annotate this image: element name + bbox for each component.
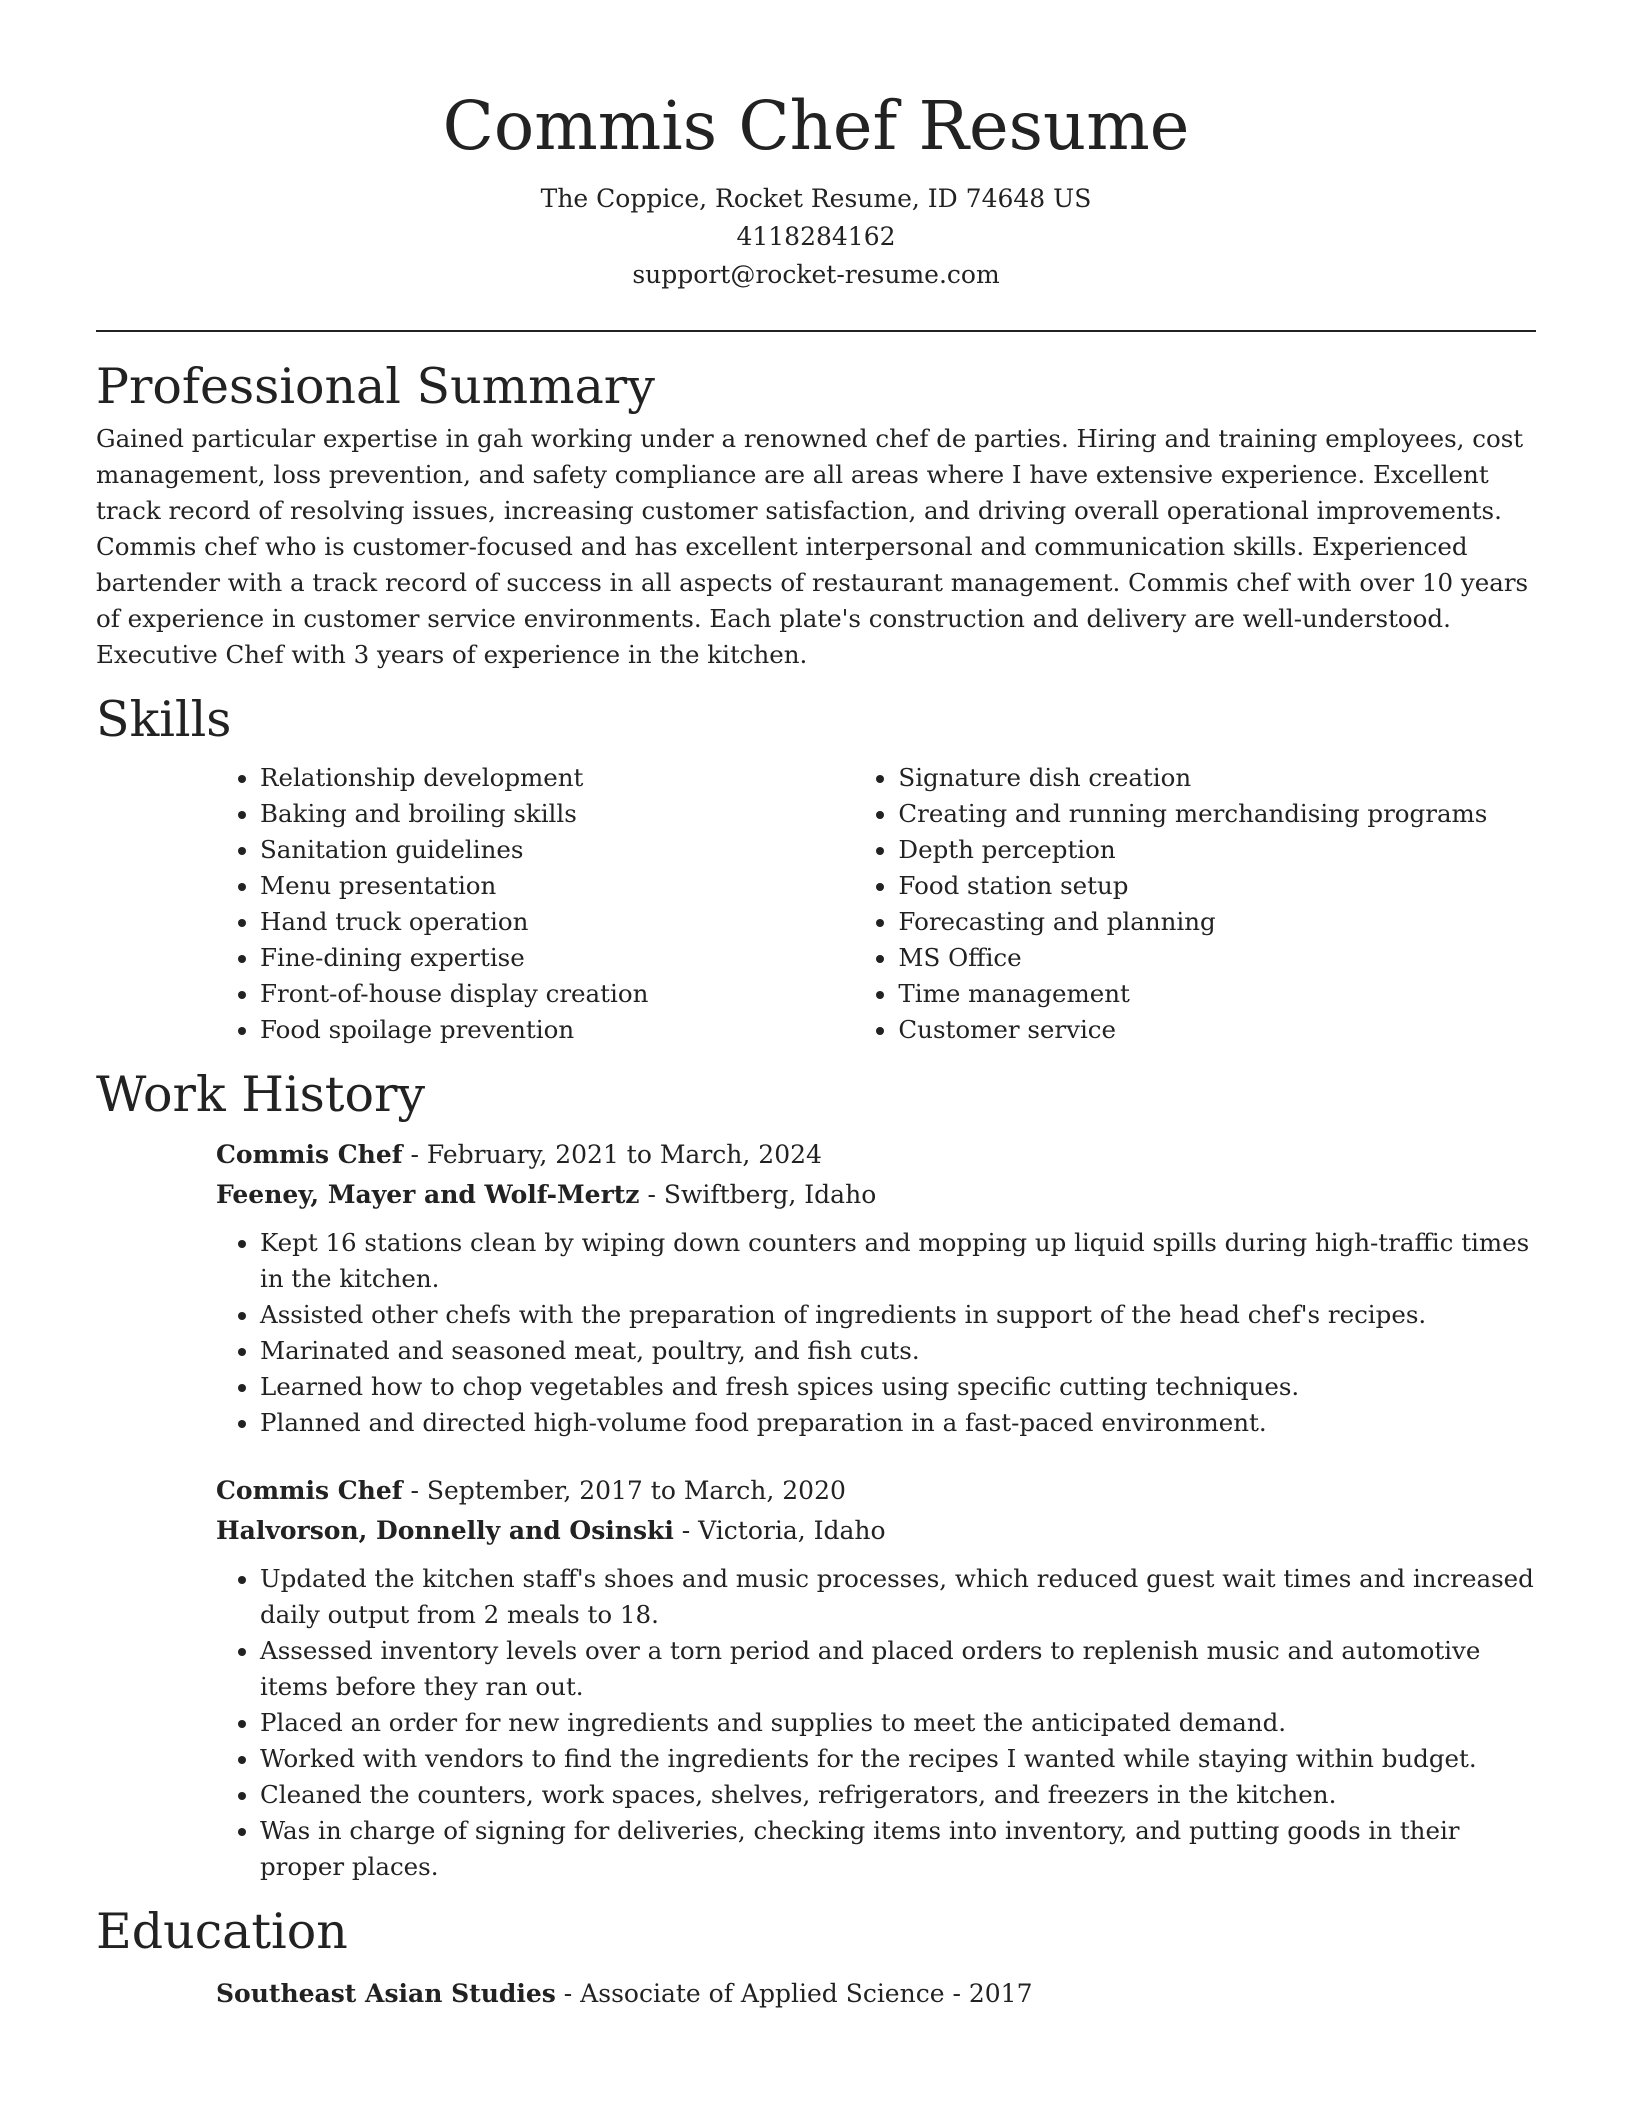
job-company: Feeney, Mayer and Wolf-Mertz xyxy=(216,1179,640,1209)
education-field: Southeast Asian Studies xyxy=(216,1978,556,2008)
job-company: Halvorson, Donnelly and Osinski xyxy=(216,1515,674,1545)
work-history-section xyxy=(96,1066,1536,1885)
skills-list xyxy=(216,760,1536,1048)
skills-heading: Skills xyxy=(96,691,232,749)
contact-phone: 4118284162 xyxy=(736,222,896,252)
skill-item: • Hand truck operation xyxy=(260,904,854,940)
education-entry xyxy=(216,1974,1536,2014)
job-bullet: • Placed an order for new ingredients and supplies to meet the anticipated demand. xyxy=(260,1705,1536,1741)
job-location: - Swiftberg, Idaho xyxy=(639,1179,877,1209)
skill-item: • Sanitation guidelines xyxy=(260,832,854,868)
job-bullet: • Cleaned the counters, work spaces, shelves, refrigerators, and freezers in the kitchen. xyxy=(260,1777,1536,1813)
job-title-line xyxy=(216,1471,1536,1511)
job-bullet: • Worked with vendors to find the ingredients for the recipes I wanted while staying within budget. xyxy=(260,1741,1536,1777)
job-bullet: • Kept 16 stations clean by wiping down counters and mopping up liquid spills during high-traffic times in the kitchen. xyxy=(260,1225,1536,1297)
skill-item: • MS Office xyxy=(898,940,1536,976)
summary-text: Gained particular expertise in gah working under a renowned chef de parties. Hiring and training employees, cost management, loss prevention, and safety compliance are all areas where I have extensive experience. Excellent track record of resolving issues, increasing customer satisfaction, and driving overall operational improvements. Commis chef who is customer-focused and has excellent interpersonal and communication skills. Experienced bartender with a track record of success in all aspects of restaurant management. Commis chef with over 10 years of experience in customer service environments. Each plate's construction and delivery are well-understood. Executive Chef with 3 years of experience in the kitchen. xyxy=(96,424,1529,670)
education-degree: - Associate of Applied Science xyxy=(555,1978,945,2008)
job-bullet: • Updated the kitchen staff's shoes and music processes, which reduced guest wait times and increased daily output from 2 meals to 18. xyxy=(260,1561,1536,1633)
skills-column-left xyxy=(216,760,854,1048)
header-divider xyxy=(96,330,1536,332)
job-role: Commis Chef xyxy=(216,1139,403,1169)
job-bullet: • Planned and directed high-volume food preparation in a fast-paced environment. xyxy=(260,1405,1536,1441)
job-bullet: • Marinated and seasoned meat, poultry, and fish cuts. xyxy=(260,1333,1536,1369)
job-dates: - September, 2017 to March, 2020 xyxy=(402,1475,846,1505)
skill-item: • Customer service xyxy=(898,1012,1536,1048)
contact-address: The Coppice, Rocket Resume, ID 74648 US xyxy=(540,184,1092,214)
summary-section xyxy=(96,358,1536,673)
job-entry xyxy=(216,1135,1536,1441)
skill-item: • Front-of-house display creation xyxy=(260,976,854,1012)
skill-item: • Signature dish creation xyxy=(898,760,1536,796)
skill-item: • Food spoilage prevention xyxy=(260,1012,854,1048)
resume-page xyxy=(96,0,1536,2014)
job-title-line xyxy=(216,1135,1536,1175)
contact-info xyxy=(96,180,1536,294)
skill-item: • Relationship development xyxy=(260,760,854,796)
skill-item: • Baking and broiling skills xyxy=(260,796,854,832)
education-heading: Education xyxy=(96,1902,348,1960)
job-bullet: • Learned how to chop vegetables and fresh spices using specific cutting techniques. xyxy=(260,1369,1536,1405)
job-location: - Victoria, Idaho xyxy=(673,1515,886,1545)
work-history-heading: Work History xyxy=(96,1065,426,1123)
skill-item: • Time management xyxy=(898,976,1536,1012)
skill-item: • Creating and running merchandising programs xyxy=(898,796,1536,832)
summary-heading: Professional Summary xyxy=(96,358,655,416)
job-bullets xyxy=(216,1225,1536,1441)
resume-title: Commis Chef Resume xyxy=(442,87,1190,165)
job-dates: - February, 2021 to March, 2024 xyxy=(402,1139,822,1169)
skill-item: • Fine-dining expertise xyxy=(260,940,854,976)
skills-section xyxy=(96,691,1536,1048)
job-bullets xyxy=(216,1561,1536,1885)
job-role: Commis Chef xyxy=(216,1475,403,1505)
skill-item: • Forecasting and planning xyxy=(898,904,1536,940)
resume-header xyxy=(96,0,1536,294)
skill-item: • Food station setup xyxy=(898,868,1536,904)
skill-item: • Menu presentation xyxy=(260,868,854,904)
job-bullet: • Assessed inventory levels over a torn period and placed orders to replenish music and automotive items before they ran out. xyxy=(260,1633,1536,1705)
skills-column-right xyxy=(854,760,1536,1048)
job-company-line xyxy=(216,1175,1536,1215)
job-bullet: • Was in charge of signing for deliveries, checking items into inventory, and putting goods in their proper places. xyxy=(260,1813,1536,1885)
contact-email: support@rocket-resume.com xyxy=(632,260,1000,290)
job-bullet: • Assisted other chefs with the preparation of ingredients in support of the head chef's recipes. xyxy=(260,1297,1536,1333)
education-year: - 2017 xyxy=(944,1978,1033,2008)
education-section xyxy=(96,1903,1536,2014)
skill-item: • Depth perception xyxy=(898,832,1536,868)
job-company-line xyxy=(216,1511,1536,1551)
job-entry xyxy=(216,1471,1536,1885)
